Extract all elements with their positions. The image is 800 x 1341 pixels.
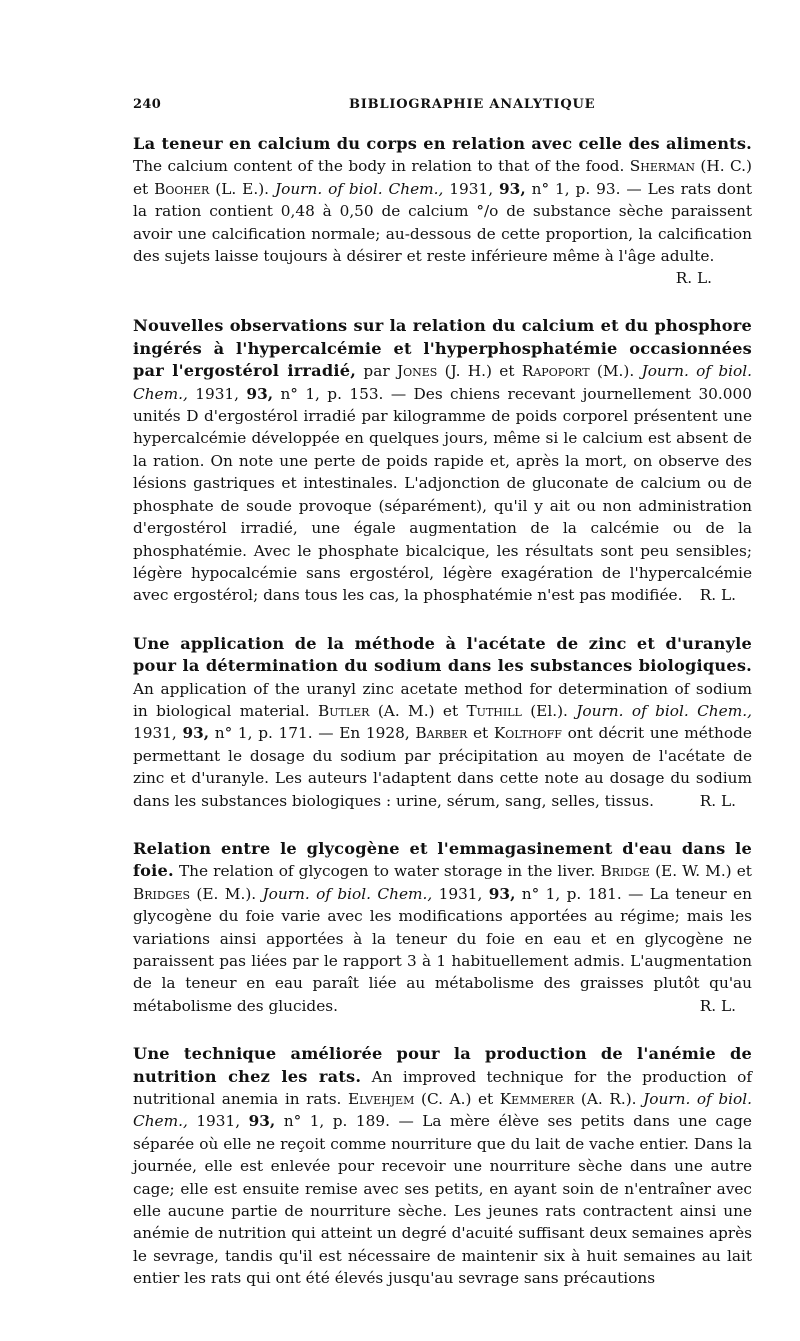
journal-name: Journ. of biol. Chem., xyxy=(274,179,444,198)
running-head xyxy=(133,97,752,119)
entry-title: Une application de la méthode à l'acétate de zinc et d'uranyle pour la détermination du sodium dans les substances biologiques. xyxy=(133,633,752,676)
conjunction: et xyxy=(133,179,149,198)
author-initials: (M.). xyxy=(596,362,635,381)
author-name: Kemmerer xyxy=(499,1090,575,1109)
author-name: Rapoport xyxy=(521,362,590,381)
bibliography-entry xyxy=(133,838,752,1017)
entry-paragraph xyxy=(133,633,752,812)
abstract-text: — La mère élève ses petits dans une cage séparée où elle ne reçoit comme nourriture que du lait de vache entier. Dans la journée, elle est enlevée pour recevoir une nourriture sèche dans une autre cage; elle est ensuite remise avec ses petits, en ayant soin de n'entraîner avec elle aucune partie de nourriture sèche. Les jeunes rats contractent ainsi une anémie de nutrition qui atteint un degré d'acuité suffisant deux semaines après le sevrage, tandis qu'il est nécessaire de maintenir six à huit semaines au lait entier les rats qui ont été élevés jusqu'au sevrage sans précautions xyxy=(133,1112,752,1288)
journal-name: Journ. of biol. Chem., xyxy=(262,884,433,903)
bibliography-entry xyxy=(133,1043,752,1289)
year: 1931, xyxy=(195,384,240,403)
volume: 93, xyxy=(488,884,516,903)
author-initials: (E. W. M.) xyxy=(655,862,732,881)
bibliography-entries xyxy=(133,133,752,1316)
english-title: An improved technique for the production of nutritional anemia in rats. xyxy=(133,1067,752,1109)
author-initials: (C. A.) xyxy=(420,1090,472,1109)
journal-name: Journ. of biol. Chem., xyxy=(576,701,752,720)
author-name: Sherman xyxy=(629,157,695,176)
author-name: Barber xyxy=(415,724,468,743)
year: 1931, xyxy=(133,724,177,743)
issue-page: n° 1, p. 153. xyxy=(280,384,384,403)
year: 1931, xyxy=(449,179,494,198)
issue-page: n° 1, p. 93. xyxy=(531,179,621,198)
conjunction: et xyxy=(442,701,459,720)
entry-title: La teneur en calcium du corps en relation avec celle des aliments. xyxy=(133,134,752,153)
year: 1931, xyxy=(438,884,483,903)
reviewer-signature: R. L. xyxy=(699,586,736,605)
author-initials: (A. R.). xyxy=(580,1090,637,1109)
entry-paragraph xyxy=(133,133,752,267)
page-number: 240 xyxy=(133,97,162,112)
author-initials: (A. M.) xyxy=(377,701,435,720)
reviewer-signature: R. L. xyxy=(699,791,736,810)
issue-page: n° 1, p. 189. xyxy=(283,1112,390,1131)
author-initials: (E. M.). xyxy=(196,884,257,903)
entry-title: Relation entre le glycogène et l'emmagasinement d'eau dans le foie. xyxy=(133,838,752,881)
author-name: Tuthill xyxy=(466,701,522,720)
entry-title: Nouvelles observations sur la relation du calcium et du phosphore ingérés à l'hypercalcémie et l'hyperphosphatémie occasionnées par l'ergostérol irradié, xyxy=(133,316,752,381)
reviewer-signature: R. L. xyxy=(699,996,736,1015)
volume: 93, xyxy=(248,1112,276,1131)
author-initials: (L. E.). xyxy=(215,179,270,198)
bibliography-entry xyxy=(133,633,752,812)
abstract-text: — La teneur en glycogène du foie varie avec les modifications apportées au régime; mais les variations ainsi apportées à la teneur du foie en eau et en glycogène ne paraissent pas liées par le rapport 3 à 1 habituellement admis. L'augmentation de la teneur en eau paraît liée au métabolisme des graisses plutôt qu'au métabolisme des glucides. xyxy=(133,884,752,1015)
english-title: The relation of glycogen to water storage in the liver. xyxy=(178,862,596,881)
entry-title: Une technique améliorée pour la production de l'anémie de nutrition chez les rats. xyxy=(133,1044,752,1086)
entry-paragraph xyxy=(133,315,752,606)
bibliography-entry xyxy=(133,133,752,289)
author-name: Kolthoff xyxy=(493,724,562,743)
abstract-text: — Les rats dont la ration contient 0,48 à 0,50 de calcium °/o de substance sèche paraissent avoir une calcification normale; au-dessous de cette proportion, la calcification des sujets laisse toujours à désirer et reste inférieure même à l'âge adulte. xyxy=(133,179,752,266)
author-name: Butler xyxy=(317,701,370,720)
running-title: BIBLIOGRAPHIE ANALYTIQUE xyxy=(349,97,596,112)
preposition: par xyxy=(363,362,390,381)
abstract-text: — Des chiens recevant journellement 30.000 unités D d'ergostérol irradié par kilogramme de poids corporel présentent une hypercalcémie développée en quelques jours, même si le calcium est absent de la ration. On note une perte de poids rapide et, après la mort, on observe des lésions gastriques et intestinales. L'adjonction de gluconate de calcium ou de phosphate de soude provoque (séparément), qu'il y ait ou non administration d'ergostérol irradié, une égale augmentation de la calcémie ou de la phosphatémie. Avec le phosphate bicalcique, les résultats sont peu sensibles; légère hypocalcémie sans ergostérol, légère exagération de l'hypercalcémie avec ergostérol; dans tous les cas, la phosphatémie n'est pas modifiée. xyxy=(133,384,752,605)
reviewer-signature: R. L. xyxy=(675,269,712,288)
journal-name: Journ. of biol. Chem., xyxy=(133,362,752,403)
author-name: Bridges xyxy=(133,884,191,903)
author-name: Jones xyxy=(396,362,438,381)
author-name: Elvehjem xyxy=(347,1090,415,1109)
entry-paragraph xyxy=(133,1043,752,1289)
issue-page: n° 1, p. 181. xyxy=(521,884,622,903)
author-name: Bridge xyxy=(600,862,650,881)
conjunction: et xyxy=(477,1090,494,1109)
volume: 93, xyxy=(182,724,210,743)
author-initials: (H. C.) xyxy=(700,157,752,176)
conjunction: et xyxy=(736,862,752,881)
journal-name: Journ. of biol. Chem., xyxy=(133,1090,752,1131)
signature-line xyxy=(133,267,752,289)
conjunction: et xyxy=(499,362,515,381)
volume: 93, xyxy=(246,384,274,403)
abstract-text: ont décrit une méthode permettant le dosage du sodium par précipitation au moyen de l'acétate de zinc et d'uranyle. Les auteurs l'adaptent dans cette note au dosage du sodium dans les substances biologiques : urine, sérum, sang, selles, tissus. xyxy=(133,724,752,810)
author-initials: (J. H.) xyxy=(444,362,492,381)
abstract-intro: — En 1928, xyxy=(318,724,410,743)
year: 1931, xyxy=(196,1112,241,1131)
english-title: The calcium content of the body in relation to that of the food. xyxy=(133,157,625,176)
english-title: An application of the uranyl zinc acetate method for determination of sodium in biological material. xyxy=(133,679,752,720)
entry-paragraph xyxy=(133,838,752,1017)
bibliography-entry xyxy=(133,315,752,606)
volume: 93, xyxy=(499,179,526,198)
author-initials: (El.). xyxy=(530,701,568,720)
author-name: Booher xyxy=(154,179,210,198)
conjunction: et xyxy=(472,724,489,743)
issue-page: n° 1, p. 171. xyxy=(214,724,313,743)
